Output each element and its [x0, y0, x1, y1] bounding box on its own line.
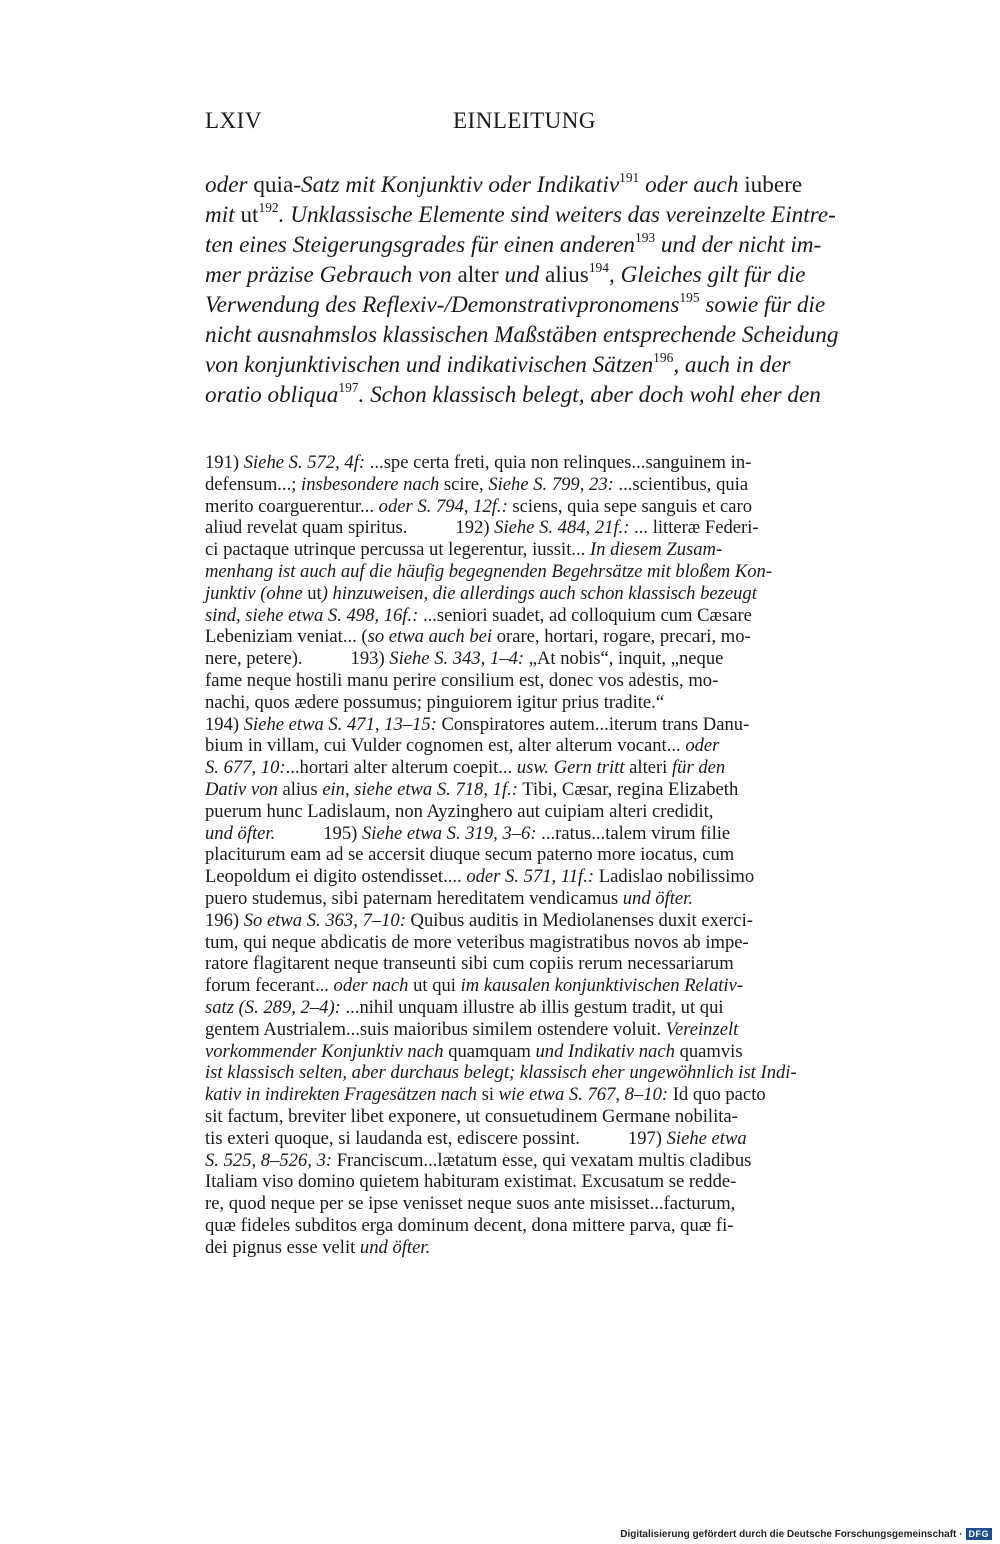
funding-note: Digitalisierung gefördert durch die Deutsche Forschungsgemeinschaft ·	[620, 1528, 963, 1540]
text: sciens, quia sepe sanguis et caro	[507, 495, 753, 517]
text: Verwendung des Reflexiv-/Demonstrativpronomens	[205, 292, 680, 318]
text: Siehe etwa	[666, 1127, 747, 1149]
text: ratore flagitarent neque transeunti sibi cum copiis rerum necessariarum	[205, 953, 734, 975]
text: merito coarguerentur...	[205, 495, 375, 517]
footnote-ref: 191	[619, 169, 640, 185]
footnote-number: 193)	[350, 648, 390, 670]
dfg-logo: DFG	[966, 1528, 993, 1540]
text: dei pignus esse velit	[205, 1236, 356, 1258]
text: nicht ausnahmslos klassischen Maßstäben entsprechende Scheidung	[205, 322, 839, 348]
text: tum, qui neque abdicatis de more veteribus magistratibus novos ab impe-	[205, 931, 749, 953]
text: , Gleiches gilt für die	[608, 262, 806, 288]
text: und	[504, 262, 540, 288]
text: oder	[680, 735, 720, 757]
text: und der nicht im-	[655, 232, 822, 258]
footnote-number: 196)	[205, 909, 244, 931]
footnote-ref: 192	[258, 199, 279, 215]
text: sowie für die	[699, 292, 826, 318]
footnote-ref: 195	[679, 289, 700, 305]
text: und öfter.	[205, 822, 276, 844]
text: Conspiratores autem...iterum trans Danu-	[436, 713, 750, 735]
footnote-ref: 193	[634, 229, 656, 245]
text: oder S. 794, 12f.:	[374, 495, 508, 517]
text: alteri	[624, 757, 668, 779]
text: usw. Gern tritt	[512, 757, 625, 779]
text: und Indikativ nach	[530, 1040, 675, 1062]
text: mit	[205, 202, 235, 228]
text: Franciscum...lætatum esse, qui vexatam multis cladibus	[332, 1149, 752, 1171]
text: sit factum, breviter libet exponere, ut consuetudinem Germane nobilita-	[205, 1105, 738, 1127]
text: ...scientibus, quia	[613, 473, 749, 495]
text: ut	[234, 202, 259, 228]
page-header	[205, 108, 845, 138]
page-number: LXIV	[205, 108, 262, 133]
footnote-number: 197)	[627, 1127, 667, 1149]
text: fame neque hostili manu perire consilium est, donec vos adestis, mo-	[205, 669, 719, 691]
text: oder auch	[639, 172, 739, 198]
text: ...nihil unquam illustre ab illis gestum tradit, ut qui	[340, 996, 724, 1018]
text: satz (S. 289, 2–4):	[205, 996, 341, 1018]
digitization-footer	[620, 1528, 992, 1540]
text: orare, hortari, rogare, precari, mo-	[492, 626, 751, 648]
footnote-number: 192)	[455, 517, 495, 539]
footnote-number: 195)	[323, 822, 362, 844]
text: Dativ von	[205, 778, 278, 800]
text: re, quod neque per se ipse venisset neque suos ante misisset...facturum,	[205, 1193, 736, 1215]
text: So etwa S. 363, 7–10:	[243, 909, 406, 931]
text: ut	[302, 582, 322, 604]
text: iubere	[738, 172, 803, 198]
text: menhang ist auch auf die häufig begegnenden Begehrsätze mit bloßem Kon-	[205, 560, 773, 582]
text: . Schon klassisch belegt, aber doch wohl eher den	[358, 382, 821, 408]
text: ) hinzuweisen, die allerdings auch schon klassisch bezeugt	[321, 582, 757, 604]
main-text	[205, 170, 845, 410]
text: Tibi, Cæsar, regina Elizabeth	[517, 778, 739, 800]
text: ist klassisch selten, aber durchaus belegt; klassisch eher ungewöhnlich ist Indi-	[205, 1062, 797, 1084]
text: ...seniori suadet, ad colloquium cum Cæsare	[418, 604, 752, 626]
text: oratio obliqua	[205, 382, 339, 408]
text: alius	[539, 262, 589, 288]
running-title: EINLEITUNG	[453, 108, 596, 133]
footnote-ref: 194	[588, 259, 609, 275]
text: sind, siehe etwa S. 498, 16f.:	[205, 604, 419, 626]
text: ein, siehe etwa S. 718, 1f.:	[317, 778, 518, 800]
text: ci pactaque utrinque percussa ut legerentur, iussit...	[205, 539, 586, 561]
text: placiturum eam ad se accersit diuque secum paterno more iocatus, cum	[205, 844, 735, 866]
text: Italiam viso domino quietem habituram existimat. Excusatum se redde-	[205, 1171, 737, 1193]
text: nachi, quos ædere possumus; pinguiorem igitur prius tradite.“	[205, 691, 665, 713]
text: Ladislao nobilissimo	[594, 866, 755, 888]
footnotes	[205, 452, 845, 1258]
text: Satz mit Konjunktiv oder Indikativ	[300, 172, 620, 198]
text: . Unklassische Elemente sind weiters das vereinzelte Eintre-	[278, 202, 836, 228]
text: ... litteræ Federi-	[629, 517, 759, 539]
text: von konjunktivischen und indikativischen Sätzen	[205, 352, 654, 378]
footnote-number: 194)	[205, 713, 244, 735]
text: oder S. 571, 11f.:	[461, 866, 595, 888]
text: S. 677, 10:	[205, 757, 286, 779]
text: Leopoldum ei digito ostendisset....	[205, 866, 462, 888]
text: und öfter.	[618, 887, 693, 909]
text: Siehe etwa S. 319, 3–6:	[361, 822, 537, 844]
text: für den	[667, 757, 726, 779]
text: aliud revelat quam spiritus.	[205, 517, 408, 539]
text: ...spe certa freti, quia non relinques...sanguinem in-	[365, 452, 752, 473]
text: Siehe etwa S. 471, 13–15:	[243, 713, 437, 735]
text: forum fecerant...	[205, 975, 329, 997]
text: alter	[451, 262, 505, 288]
text: ...ratus...talem virum filie	[536, 822, 731, 844]
text: wie etwa S. 767, 8–10:	[494, 1084, 669, 1106]
text: Quibus auditis in Mediolanenses duxit exerci-	[405, 909, 753, 931]
text: ten eines Steigerungsgrades für einen anderen	[205, 232, 635, 258]
text: oder nach	[328, 975, 409, 997]
footnote-number: 191)	[205, 452, 244, 473]
text: puero studemus, sibi paternam hereditatem vendicamus	[205, 887, 619, 909]
text: Id quo pacto	[668, 1084, 766, 1106]
text: In diesem Zusam-	[585, 539, 723, 561]
text: quia-	[247, 172, 301, 198]
text: si	[476, 1084, 495, 1106]
text: so etwa auch bei	[367, 626, 493, 648]
text: junktiv (ohne	[205, 582, 303, 604]
text: ...hortari alter alterum coepit...	[285, 757, 513, 779]
text: im kausalen konjunktivischen Relativ-	[455, 975, 744, 997]
text: oder	[205, 172, 248, 198]
text: ut qui	[408, 975, 456, 997]
text: Siehe S. 343, 1–4:	[389, 648, 525, 670]
text: alius	[277, 778, 318, 800]
footnote-ref: 196	[653, 349, 674, 365]
text: gentem Austrialem...suis maioribus similem ostendere voluit.	[205, 1018, 662, 1040]
text: kativ in indirekten Fragesätzen nach	[205, 1084, 477, 1106]
text: nere, petere).	[205, 648, 303, 670]
text: , auch in der	[673, 352, 791, 378]
text: insbesondere nach	[296, 473, 440, 495]
text: defensum...;	[205, 473, 297, 495]
text: quamquam	[443, 1040, 531, 1062]
text: vorkommender Konjunktiv nach	[205, 1040, 444, 1062]
text: tis exteri quoque, si laudanda est, ediscere possint.	[205, 1127, 580, 1149]
text: S. 525, 8–526, 3:	[205, 1149, 333, 1171]
text: quæ fideles subditos erga dominum decent, dona mittere parva, quæ fi-	[205, 1214, 734, 1236]
text: und öfter.	[355, 1236, 431, 1258]
text: puerum hunc Ladislaum, non Ayzinghero aut cuipiam alteri credidit,	[205, 800, 714, 822]
text: „At nobis“, inquit, „neque	[524, 648, 724, 670]
text: scire,	[439, 473, 484, 495]
text: Vereinzelt	[661, 1018, 739, 1040]
text: mer präzise Gebrauch von	[205, 262, 452, 288]
text: Siehe S. 799, 23:	[483, 473, 614, 495]
text: Siehe S. 572, 4f:	[243, 452, 366, 473]
text: Siehe S. 484, 21f.:	[494, 517, 630, 539]
text: bium in villam, cui Vulder cognomen est, alter alterum vocant...	[205, 735, 681, 757]
text: quamvis	[674, 1040, 743, 1062]
text: Lebeniziam veniat... (	[205, 626, 368, 648]
footnote-ref: 197	[338, 379, 359, 395]
